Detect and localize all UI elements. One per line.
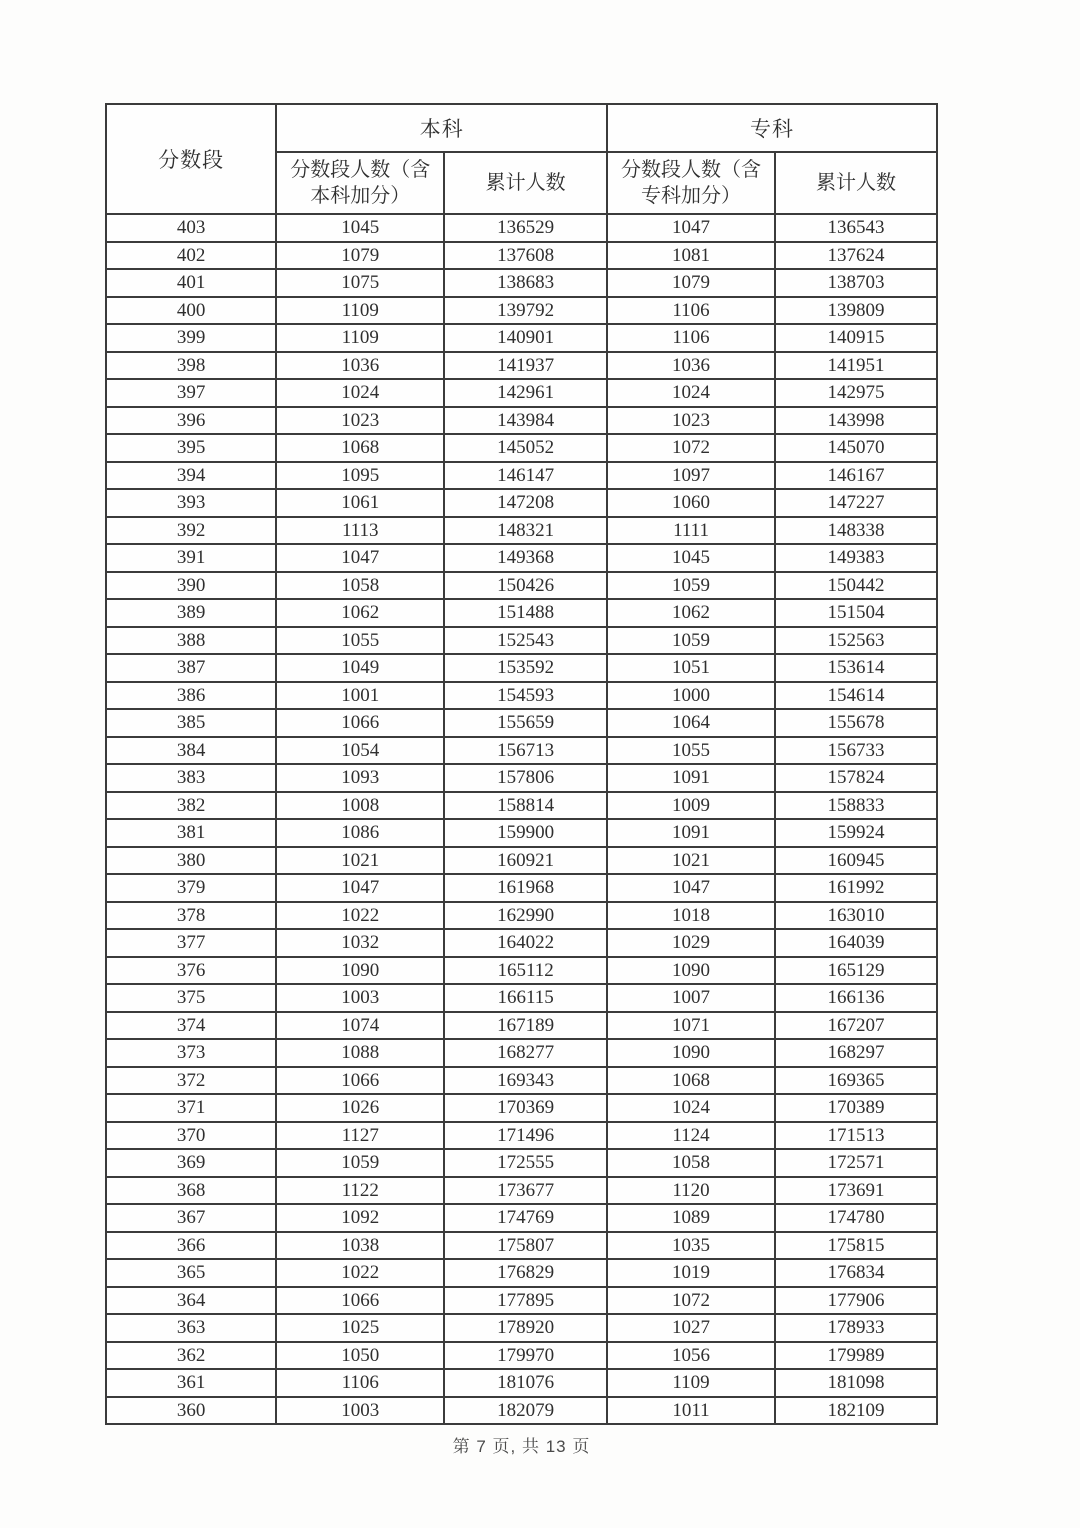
undergraduate-cumulative-cell: 176829 (444, 1259, 607, 1287)
table-row (106, 1177, 937, 1205)
college-cumulative-cell: 181098 (775, 1369, 937, 1397)
undergraduate-count-cell: 1022 (276, 1259, 444, 1287)
college-count-cell: 1007 (607, 984, 775, 1012)
table-row (106, 297, 937, 325)
table-row (106, 1287, 937, 1315)
college-count-cell: 1036 (607, 352, 775, 380)
college-count-cell: 1019 (607, 1259, 775, 1287)
college-cumulative-cell: 138703 (775, 269, 937, 297)
college-cumulative-cell: 175815 (775, 1232, 937, 1260)
undergraduate-count-cell: 1050 (276, 1342, 444, 1370)
score-segment-cell: 389 (106, 599, 276, 627)
college-cumulative-cell: 160945 (775, 847, 937, 875)
table-row (106, 1122, 937, 1150)
college-cumulative-cell: 150442 (775, 572, 937, 600)
undergraduate-cumulative-cell: 139792 (444, 297, 607, 325)
score-segment-cell: 397 (106, 379, 276, 407)
undergraduate-count-cell: 1021 (276, 847, 444, 875)
undergraduate-count-cell: 1092 (276, 1204, 444, 1232)
undergraduate-cumulative-cell: 182079 (444, 1397, 607, 1425)
score-segment-cell: 402 (106, 242, 276, 270)
college-count-cell: 1029 (607, 929, 775, 957)
college-count-cell: 1059 (607, 627, 775, 655)
score-segment-cell: 392 (106, 517, 276, 545)
college-cumulative-cell: 182109 (775, 1397, 937, 1425)
table-row (106, 1397, 937, 1425)
college-count-cell: 1009 (607, 792, 775, 820)
undergraduate-cumulative-cell: 137608 (444, 242, 607, 270)
undergraduate-cumulative-cell: 174769 (444, 1204, 607, 1232)
college-cumulative-cell: 173691 (775, 1177, 937, 1205)
undergraduate-cumulative-cell: 147208 (444, 489, 607, 517)
score-segment-cell: 360 (106, 1397, 276, 1425)
college-count-cell: 1047 (607, 214, 775, 242)
score-segment-cell: 365 (106, 1259, 276, 1287)
college-count-cell: 1000 (607, 682, 775, 710)
score-segment-cell: 372 (106, 1067, 276, 1095)
college-count-cell: 1047 (607, 874, 775, 902)
college-cumulative-cell: 156733 (775, 737, 937, 765)
college-count-cell: 1023 (607, 407, 775, 435)
undergraduate-cumulative-cell: 154593 (444, 682, 607, 710)
undergraduate-count-cell: 1058 (276, 572, 444, 600)
college-cumulative-cell: 161992 (775, 874, 937, 902)
score-segment-cell: 403 (106, 214, 276, 242)
undergraduate-count-cell: 1022 (276, 902, 444, 930)
undergraduate-count-cell: 1066 (276, 709, 444, 737)
score-segment-cell: 383 (106, 764, 276, 792)
college-count-cell: 1090 (607, 957, 775, 985)
college-cumulative-cell: 164039 (775, 929, 937, 957)
college-count-cell: 1045 (607, 544, 775, 572)
table-row (106, 902, 937, 930)
undergraduate-count-cell: 1075 (276, 269, 444, 297)
college-count-cell: 1090 (607, 1039, 775, 1067)
score-segment-cell: 367 (106, 1204, 276, 1232)
table-row (106, 1039, 937, 1067)
college-count-cell: 1079 (607, 269, 775, 297)
undergraduate-cumulative-cell: 160921 (444, 847, 607, 875)
score-segment-cell: 390 (106, 572, 276, 600)
college-cumulative-cell: 149383 (775, 544, 937, 572)
score-segment-cell: 388 (106, 627, 276, 655)
undergraduate-cumulative-cell: 150426 (444, 572, 607, 600)
undergraduate-cumulative-cell: 177895 (444, 1287, 607, 1315)
undergraduate-cumulative-cell: 175807 (444, 1232, 607, 1260)
undergraduate-cumulative-cell: 142961 (444, 379, 607, 407)
college-cumulative-cell: 139809 (775, 297, 937, 325)
score-segment-cell: 384 (106, 737, 276, 765)
college-count-cell: 1091 (607, 764, 775, 792)
table-row (106, 544, 937, 572)
college-cumulative-cell: 172571 (775, 1149, 937, 1177)
college-count-cell: 1071 (607, 1012, 775, 1040)
score-segment-cell: 401 (106, 269, 276, 297)
table-row (106, 1259, 937, 1287)
college-cumulative-cell: 177906 (775, 1287, 937, 1315)
college-cumulative-cell: 136543 (775, 214, 937, 242)
table-row (106, 1314, 937, 1342)
college-cumulative-cell: 157824 (775, 764, 937, 792)
college-cumulative-cell: 158833 (775, 792, 937, 820)
table-row (106, 957, 937, 985)
undergraduate-cumulative-cell: 161968 (444, 874, 607, 902)
undergraduate-cumulative-cell: 173677 (444, 1177, 607, 1205)
header-college-cumulative: 累计人数 (775, 152, 937, 214)
undergraduate-count-cell: 1066 (276, 1067, 444, 1095)
score-segment-cell: 374 (106, 1012, 276, 1040)
table-row (106, 1204, 937, 1232)
table-row (106, 764, 937, 792)
table-row (106, 324, 937, 352)
table-row (106, 434, 937, 462)
score-segment-cell: 379 (106, 874, 276, 902)
score-segment-cell: 369 (106, 1149, 276, 1177)
college-count-cell: 1068 (607, 1067, 775, 1095)
table-row (106, 462, 937, 490)
college-count-cell: 1062 (607, 599, 775, 627)
college-count-cell: 1060 (607, 489, 775, 517)
score-segment-cell: 393 (106, 489, 276, 517)
undergraduate-count-cell: 1059 (276, 1149, 444, 1177)
undergraduate-count-cell: 1025 (276, 1314, 444, 1342)
undergraduate-count-cell: 1026 (276, 1094, 444, 1122)
college-cumulative-cell: 137624 (775, 242, 937, 270)
college-cumulative-cell: 145070 (775, 434, 937, 462)
score-segment-cell: 364 (106, 1287, 276, 1315)
score-segment-cell: 377 (106, 929, 276, 957)
undergraduate-cumulative-cell: 153592 (444, 654, 607, 682)
undergraduate-cumulative-cell: 166115 (444, 984, 607, 1012)
undergraduate-count-cell: 1024 (276, 379, 444, 407)
college-cumulative-cell: 152563 (775, 627, 937, 655)
undergraduate-cumulative-cell: 164022 (444, 929, 607, 957)
undergraduate-cumulative-cell: 168277 (444, 1039, 607, 1067)
college-cumulative-cell: 154614 (775, 682, 937, 710)
college-count-cell: 1081 (607, 242, 775, 270)
undergraduate-count-cell: 1086 (276, 819, 444, 847)
undergraduate-count-cell: 1106 (276, 1369, 444, 1397)
table-row (106, 709, 937, 737)
undergraduate-cumulative-cell: 172555 (444, 1149, 607, 1177)
college-count-cell: 1072 (607, 434, 775, 462)
undergraduate-cumulative-cell: 155659 (444, 709, 607, 737)
undergraduate-cumulative-cell: 152543 (444, 627, 607, 655)
college-cumulative-cell: 170389 (775, 1094, 937, 1122)
score-segment-cell: 382 (106, 792, 276, 820)
score-segment-cell: 361 (106, 1369, 276, 1397)
table-row (106, 379, 937, 407)
college-count-cell: 1058 (607, 1149, 775, 1177)
college-count-cell: 1091 (607, 819, 775, 847)
college-cumulative-cell: 148338 (775, 517, 937, 545)
table-row (106, 269, 937, 297)
score-segment-cell: 368 (106, 1177, 276, 1205)
undergraduate-count-cell: 1055 (276, 627, 444, 655)
undergraduate-count-cell: 1047 (276, 544, 444, 572)
score-segment-cell: 386 (106, 682, 276, 710)
score-segment-cell: 378 (106, 902, 276, 930)
table-row (106, 572, 937, 600)
undergraduate-cumulative-cell: 149368 (444, 544, 607, 572)
college-count-cell: 1021 (607, 847, 775, 875)
table-row (106, 242, 937, 270)
header-score-segment: 分数段 (106, 104, 276, 214)
college-cumulative-cell: 168297 (775, 1039, 937, 1067)
college-cumulative-cell: 176834 (775, 1259, 937, 1287)
undergraduate-cumulative-cell: 156713 (444, 737, 607, 765)
undergraduate-cumulative-cell: 157806 (444, 764, 607, 792)
college-cumulative-cell: 147227 (775, 489, 937, 517)
undergraduate-cumulative-cell: 148321 (444, 517, 607, 545)
table-row (106, 792, 937, 820)
score-segment-cell: 375 (106, 984, 276, 1012)
undergraduate-cumulative-cell: 159900 (444, 819, 607, 847)
score-segment-cell: 363 (106, 1314, 276, 1342)
college-cumulative-cell: 178933 (775, 1314, 937, 1342)
table-row (106, 599, 937, 627)
table-row (106, 847, 937, 875)
college-count-cell: 1055 (607, 737, 775, 765)
undergraduate-count-cell: 1003 (276, 1397, 444, 1425)
college-count-cell: 1024 (607, 379, 775, 407)
college-count-cell: 1059 (607, 572, 775, 600)
score-segment-cell: 362 (106, 1342, 276, 1370)
table-row (106, 682, 937, 710)
undergraduate-count-cell: 1054 (276, 737, 444, 765)
undergraduate-cumulative-cell: 171496 (444, 1122, 607, 1150)
college-cumulative-cell: 163010 (775, 902, 937, 930)
score-segment-cell: 380 (106, 847, 276, 875)
undergraduate-cumulative-cell: 140901 (444, 324, 607, 352)
table-row (106, 984, 937, 1012)
undergraduate-count-cell: 1109 (276, 324, 444, 352)
table-row (106, 1094, 937, 1122)
score-segment-cell: 396 (106, 407, 276, 435)
table-row (106, 627, 937, 655)
table-row (106, 1342, 937, 1370)
score-segment-cell: 400 (106, 297, 276, 325)
college-cumulative-cell: 146167 (775, 462, 937, 490)
undergraduate-count-cell: 1001 (276, 682, 444, 710)
college-count-cell: 1035 (607, 1232, 775, 1260)
table-row (106, 737, 937, 765)
college-count-cell: 1024 (607, 1094, 775, 1122)
college-count-cell: 1064 (607, 709, 775, 737)
score-segment-cell: 394 (106, 462, 276, 490)
college-count-cell: 1109 (607, 1369, 775, 1397)
table-row (106, 1149, 937, 1177)
undergraduate-count-cell: 1061 (276, 489, 444, 517)
undergraduate-count-cell: 1038 (276, 1232, 444, 1260)
table-row (106, 929, 937, 957)
header-undergraduate-group: 本科 (276, 104, 607, 152)
table-row (106, 654, 937, 682)
college-count-cell: 1051 (607, 654, 775, 682)
score-segment-cell: 376 (106, 957, 276, 985)
college-cumulative-cell: 179989 (775, 1342, 937, 1370)
undergraduate-cumulative-cell: 169343 (444, 1067, 607, 1095)
undergraduate-cumulative-cell: 141937 (444, 352, 607, 380)
table-row (106, 819, 937, 847)
table-row (106, 1232, 937, 1260)
undergraduate-count-cell: 1008 (276, 792, 444, 820)
undergraduate-count-cell: 1122 (276, 1177, 444, 1205)
score-segment-cell: 373 (106, 1039, 276, 1067)
table-header (106, 104, 937, 214)
page-number-footer: 第 7 页, 共 13 页 (452, 1437, 591, 1456)
college-count-cell: 1097 (607, 462, 775, 490)
score-segment-cell: 370 (106, 1122, 276, 1150)
college-cumulative-cell: 159924 (775, 819, 937, 847)
score-distribution-table (105, 103, 938, 1425)
undergraduate-count-cell: 1088 (276, 1039, 444, 1067)
undergraduate-count-cell: 1074 (276, 1012, 444, 1040)
college-cumulative-cell: 155678 (775, 709, 937, 737)
table-row (106, 489, 937, 517)
college-count-cell: 1056 (607, 1342, 775, 1370)
table-row (106, 1369, 937, 1397)
score-segment-cell: 399 (106, 324, 276, 352)
college-cumulative-cell: 140915 (775, 324, 937, 352)
undergraduate-cumulative-cell: 179970 (444, 1342, 607, 1370)
table-row (106, 214, 937, 242)
header-undergraduate-cumulative: 累计人数 (444, 152, 607, 214)
undergraduate-count-cell: 1036 (276, 352, 444, 380)
college-count-cell: 1106 (607, 297, 775, 325)
undergraduate-cumulative-cell: 178920 (444, 1314, 607, 1342)
college-count-cell: 1120 (607, 1177, 775, 1205)
undergraduate-cumulative-cell: 143984 (444, 407, 607, 435)
college-count-cell: 1011 (607, 1397, 775, 1425)
college-count-cell: 1072 (607, 1287, 775, 1315)
undergraduate-count-cell: 1066 (276, 1287, 444, 1315)
score-segment-cell: 391 (106, 544, 276, 572)
header-college-count: 分数段人数（含专科加分） (607, 152, 775, 214)
college-count-cell: 1089 (607, 1204, 775, 1232)
undergraduate-count-cell: 1079 (276, 242, 444, 270)
college-count-cell: 1027 (607, 1314, 775, 1342)
college-count-cell: 1124 (607, 1122, 775, 1150)
undergraduate-count-cell: 1047 (276, 874, 444, 902)
undergraduate-cumulative-cell: 170369 (444, 1094, 607, 1122)
undergraduate-count-cell: 1090 (276, 957, 444, 985)
college-cumulative-cell: 142975 (775, 379, 937, 407)
score-segment-cell: 381 (106, 819, 276, 847)
table-header-row-groups (106, 104, 937, 152)
score-segment-cell: 387 (106, 654, 276, 682)
college-cumulative-cell: 166136 (775, 984, 937, 1012)
header-undergraduate-count: 分数段人数（含本科加分） (276, 152, 444, 214)
undergraduate-count-cell: 1003 (276, 984, 444, 1012)
undergraduate-cumulative-cell: 181076 (444, 1369, 607, 1397)
score-table-body (106, 214, 937, 1424)
college-cumulative-cell: 141951 (775, 352, 937, 380)
undergraduate-count-cell: 1109 (276, 297, 444, 325)
score-segment-cell: 385 (106, 709, 276, 737)
undergraduate-count-cell: 1062 (276, 599, 444, 627)
college-cumulative-cell: 165129 (775, 957, 937, 985)
table-row (106, 1067, 937, 1095)
undergraduate-count-cell: 1049 (276, 654, 444, 682)
college-cumulative-cell: 153614 (775, 654, 937, 682)
undergraduate-cumulative-cell: 136529 (444, 214, 607, 242)
score-segment-cell: 366 (106, 1232, 276, 1260)
score-segment-cell: 398 (106, 352, 276, 380)
undergraduate-count-cell: 1093 (276, 764, 444, 792)
table-row (106, 1012, 937, 1040)
undergraduate-cumulative-cell: 151488 (444, 599, 607, 627)
undergraduate-count-cell: 1095 (276, 462, 444, 490)
undergraduate-count-cell: 1113 (276, 517, 444, 545)
undergraduate-count-cell: 1127 (276, 1122, 444, 1150)
college-cumulative-cell: 167207 (775, 1012, 937, 1040)
college-cumulative-cell: 169365 (775, 1067, 937, 1095)
undergraduate-count-cell: 1032 (276, 929, 444, 957)
header-college-group: 专科 (607, 104, 937, 152)
college-count-cell: 1106 (607, 324, 775, 352)
undergraduate-count-cell: 1068 (276, 434, 444, 462)
college-cumulative-cell: 143998 (775, 407, 937, 435)
table-row (106, 517, 937, 545)
undergraduate-count-cell: 1045 (276, 214, 444, 242)
undergraduate-cumulative-cell: 146147 (444, 462, 607, 490)
table-row (106, 407, 937, 435)
undergraduate-count-cell: 1023 (276, 407, 444, 435)
college-count-cell: 1018 (607, 902, 775, 930)
undergraduate-cumulative-cell: 138683 (444, 269, 607, 297)
undergraduate-cumulative-cell: 145052 (444, 434, 607, 462)
undergraduate-cumulative-cell: 162990 (444, 902, 607, 930)
undergraduate-cumulative-cell: 167189 (444, 1012, 607, 1040)
table-row (106, 352, 937, 380)
college-cumulative-cell: 171513 (775, 1122, 937, 1150)
college-cumulative-cell: 151504 (775, 599, 937, 627)
undergraduate-cumulative-cell: 158814 (444, 792, 607, 820)
college-count-cell: 1111 (607, 517, 775, 545)
table-row (106, 874, 937, 902)
undergraduate-cumulative-cell: 165112 (444, 957, 607, 985)
college-cumulative-cell: 174780 (775, 1204, 937, 1232)
score-segment-cell: 395 (106, 434, 276, 462)
score-segment-cell: 371 (106, 1094, 276, 1122)
